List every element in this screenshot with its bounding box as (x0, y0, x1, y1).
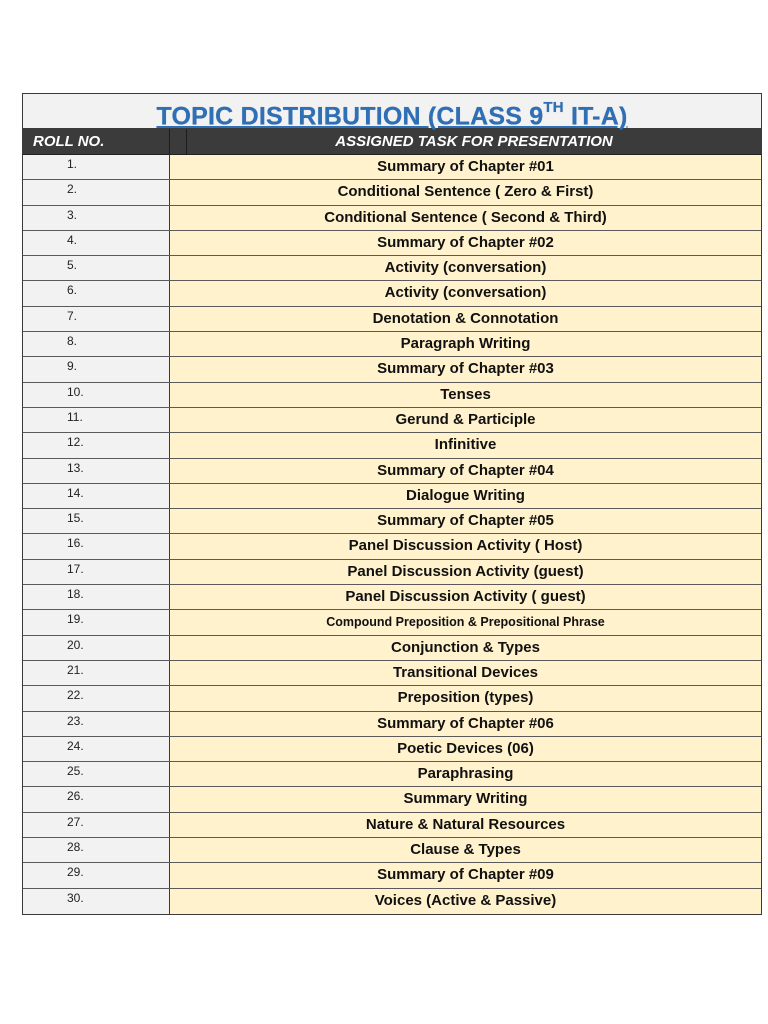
header-spacer (170, 129, 187, 154)
roll-number-cell: 22. (23, 686, 170, 710)
assigned-task-cell: Activity (conversation) (170, 281, 761, 305)
table-row (23, 813, 761, 838)
assigned-task-cell: Paraphrasing (170, 762, 761, 786)
table-row (23, 661, 761, 686)
table-row (23, 838, 761, 863)
table-row (23, 787, 761, 812)
assigned-task-cell: Poetic Devices (06) (170, 737, 761, 761)
table-row (23, 686, 761, 711)
assigned-task-cell: Denotation & Connotation (170, 307, 761, 331)
table-row (23, 560, 761, 585)
roll-number-cell: 23. (23, 712, 170, 736)
roll-number-cell: 18. (23, 585, 170, 609)
assigned-task-cell: Transitional Devices (170, 661, 761, 685)
table-row (23, 585, 761, 610)
assigned-task-cell: Summary of Chapter #03 (170, 357, 761, 381)
assigned-task-cell: Panel Discussion Activity ( guest) (170, 585, 761, 609)
table-row (23, 762, 761, 787)
roll-number-cell: 5. (23, 256, 170, 280)
table-row (23, 610, 761, 635)
table-body (23, 155, 761, 914)
table-header (23, 129, 761, 155)
table-row (23, 484, 761, 509)
assigned-task-cell: Conditional Sentence ( Second & Third) (170, 206, 761, 230)
assigned-task-cell: Compound Preposition & Prepositional Phrase (170, 610, 761, 634)
table-row (23, 509, 761, 534)
roll-number-cell: 7. (23, 307, 170, 331)
assigned-task-cell: Voices (Active & Passive) (170, 889, 761, 914)
assigned-task-cell: Activity (conversation) (170, 256, 761, 280)
title-row (23, 94, 761, 129)
assigned-task-cell: Summary of Chapter #02 (170, 231, 761, 255)
table-row (23, 737, 761, 762)
roll-number-cell: 10. (23, 383, 170, 407)
assigned-task-cell: Infinitive (170, 433, 761, 457)
table-row (23, 231, 761, 256)
header-roll-no: ROLL NO. (23, 129, 170, 154)
topic-distribution-table (22, 93, 762, 915)
table-row (23, 459, 761, 484)
assigned-task-cell: Panel Discussion Activity (guest) (170, 560, 761, 584)
header-assigned-task: ASSIGNED TASK FOR PRESENTATION (335, 133, 613, 150)
table-row (23, 383, 761, 408)
roll-number-cell: 17. (23, 560, 170, 584)
table-row (23, 357, 761, 382)
assigned-task-cell: Paragraph Writing (170, 332, 761, 356)
title-suffix: IT-A) (563, 102, 628, 131)
assigned-task-cell: Summary of Chapter #05 (170, 509, 761, 533)
roll-number-cell: 1. (23, 155, 170, 179)
title-main: TOPIC DISTRIBUTION (CLASS 9 (156, 102, 544, 131)
roll-number-cell: 11. (23, 408, 170, 432)
assigned-task-cell: Summary Writing (170, 787, 761, 811)
roll-number-cell: 26. (23, 787, 170, 811)
title-superscript: TH (543, 99, 564, 116)
assigned-task-cell: Conjunction & Types (170, 636, 761, 660)
roll-number-cell: 25. (23, 762, 170, 786)
roll-number-cell: 24. (23, 737, 170, 761)
page-title (23, 96, 761, 131)
table-row (23, 180, 761, 205)
roll-number-cell: 12. (23, 433, 170, 457)
roll-number-cell: 4. (23, 231, 170, 255)
table-row (23, 636, 761, 661)
roll-number-cell: 9. (23, 357, 170, 381)
assigned-task-cell: Gerund & Participle (170, 408, 761, 432)
assigned-task-cell: Panel Discussion Activity ( Host) (170, 534, 761, 558)
table-row (23, 256, 761, 281)
roll-number-cell: 28. (23, 838, 170, 862)
table-row (23, 889, 761, 914)
table-row (23, 307, 761, 332)
roll-number-cell: 13. (23, 459, 170, 483)
assigned-task-cell: Summary of Chapter #06 (170, 712, 761, 736)
roll-number-cell: 15. (23, 509, 170, 533)
roll-number-cell: 30. (23, 889, 170, 914)
table-row (23, 712, 761, 737)
table-row (23, 155, 761, 180)
table-row (23, 534, 761, 559)
roll-number-cell: 3. (23, 206, 170, 230)
roll-number-cell: 27. (23, 813, 170, 837)
assigned-task-cell: Summary of Chapter #09 (170, 863, 761, 887)
roll-number-cell: 21. (23, 661, 170, 685)
table-row (23, 206, 761, 231)
assigned-task-cell: Dialogue Writing (170, 484, 761, 508)
roll-number-cell: 19. (23, 610, 170, 634)
roll-number-cell: 2. (23, 180, 170, 204)
roll-number-cell: 20. (23, 636, 170, 660)
assigned-task-cell: Nature & Natural Resources (170, 813, 761, 837)
assigned-task-cell: Summary of Chapter #04 (170, 459, 761, 483)
roll-number-cell: 8. (23, 332, 170, 356)
assigned-task-cell: Preposition (types) (170, 686, 761, 710)
table-row (23, 332, 761, 357)
table-row (23, 433, 761, 458)
assigned-task-cell: Summary of Chapter #01 (170, 155, 761, 179)
assigned-task-cell: Clause & Types (170, 838, 761, 862)
table-row (23, 281, 761, 306)
table-row (23, 863, 761, 888)
roll-number-cell: 16. (23, 534, 170, 558)
table-row (23, 408, 761, 433)
assigned-task-cell: Conditional Sentence ( Zero & First) (170, 180, 761, 204)
assigned-task-cell: Tenses (170, 383, 761, 407)
roll-number-cell: 14. (23, 484, 170, 508)
roll-number-cell: 6. (23, 281, 170, 305)
roll-number-cell: 29. (23, 863, 170, 887)
